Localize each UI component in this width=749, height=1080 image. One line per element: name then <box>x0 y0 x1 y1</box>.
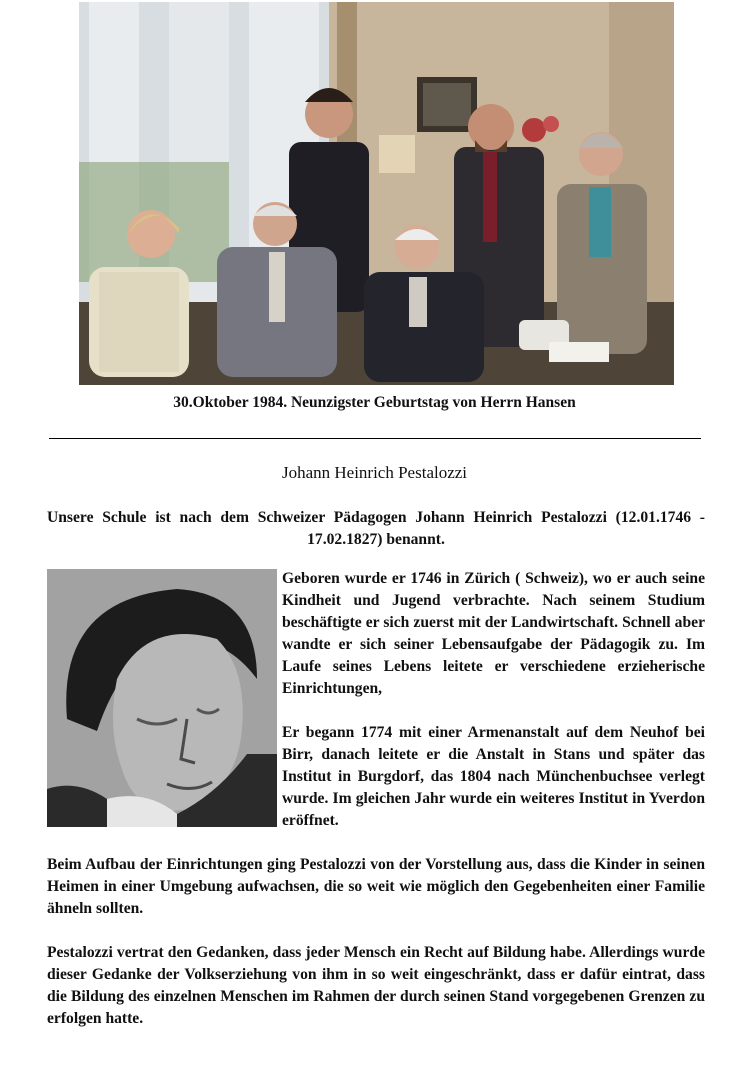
article-paragraph-institutions: Er begann 1774 mit einer Armenanstalt auf dem Neuhof bei Birr, danach leitete er die Anstalt in Stans und später das Institut in Burgdorf, das 1804 nach Münchenbuchsee verlegt wurde. Im gleichen Jahr wurde ein weiteres Institut in Yverdon eröffnet. <box>282 724 705 829</box>
article-paragraph-education: Pestalozzi vertrat den Gedanken, dass jeder Mensch ein Recht auf Bildung habe. Allerdings wurde dieser Gedanke der Volkserziehung von ihm in so weit eingeschränkt, dass er dafür eintrat, dass die Bildung des einzelnen Menschen im Rahmen der durch seinen Stand vorgegebenen Grenzen zu erfolgen hatte. <box>47 944 705 1027</box>
article-body <box>47 568 705 1030</box>
section-heading: Johann Heinrich Pestalozzi <box>281 463 468 482</box>
article-paragraph-family: Beim Aufbau der Einrichtungen ging Pestalozzi von der Vorstellung aus, dass die Kinder in seinen Heimen in einer Umgebung aufwachsen, die so weit wie möglich den Gegebenheiten einer Familie ähneln sollten. <box>47 856 705 917</box>
intro-paragraph: Unsere Schule ist nach dem Schweizer Pädagogen Johann Heinrich Pestalozzi (12.01.1746 - 17.02.1827) benannt. <box>47 509 705 548</box>
group-photo <box>79 2 674 385</box>
photo-caption: 30.Oktober 1984. Neunzigster Geburtstag von Herrn Hansen <box>173 394 576 411</box>
article-paragraph-birth: Geboren wurde er 1746 in Zürich ( Schweiz), wo er auch seine Kindheit und Jugend verbrachte. Nach seinem Studium beschäftigte er sich zuerst mit der Landwirtschaft. Schnell aber wandte er sich seiner Lebensaufgabe der Pädagogik zu. Im Laufe seines Lebens leitete er verschiedene erzieherische Einrichtungen, <box>282 570 705 697</box>
pestalozzi-portrait <box>47 569 277 827</box>
horizontal-divider <box>49 438 701 439</box>
